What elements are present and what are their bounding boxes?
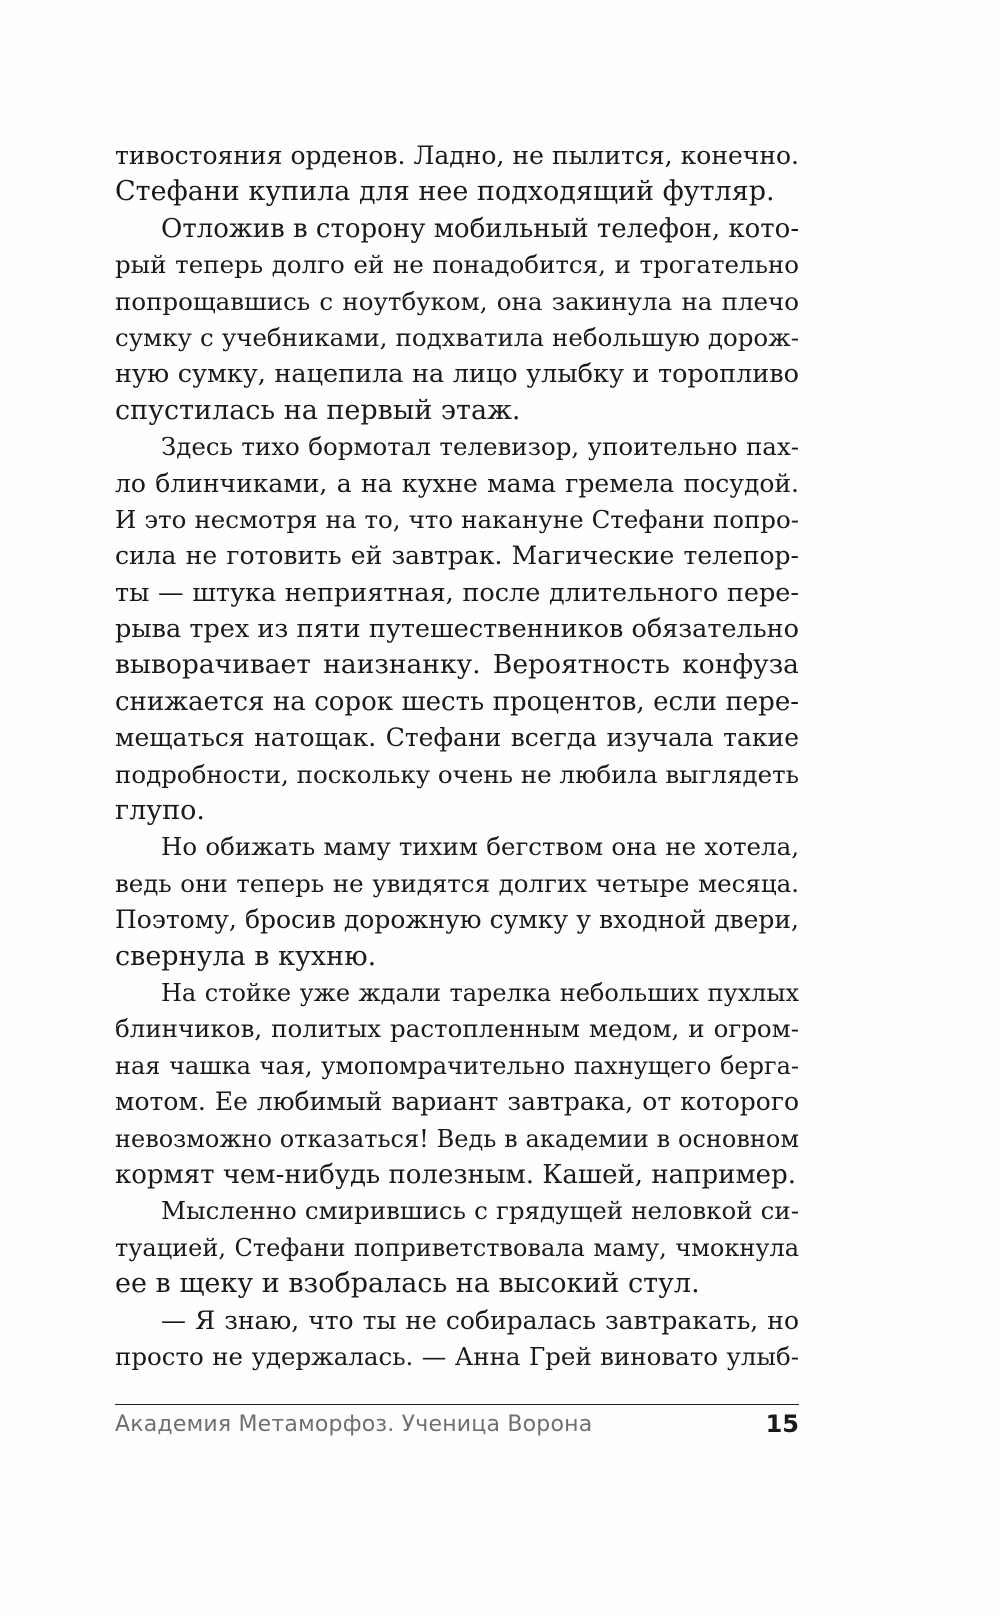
body-text bbox=[115, 138, 799, 1375]
text-line: глупо. bbox=[115, 795, 206, 827]
text-line: ную сумку, нацепила на лицо улыбку и торопливо bbox=[115, 359, 799, 390]
text-line: блинчиков, политых растопленным медом, и огром- bbox=[115, 1014, 799, 1044]
text-line: свернула в кухню. bbox=[115, 940, 377, 972]
text-line: подробности, поскольку очень не любила выглядеть bbox=[115, 759, 799, 789]
text-line: Поэтому, бросив дорожную сумку у входной двери, bbox=[115, 905, 799, 935]
text-line: рый теперь долго ей не понадобится, и трогательно bbox=[115, 250, 799, 280]
text-line: — Я знаю, что ты не собиралась завтракать, но bbox=[161, 1305, 799, 1335]
text-line: ная чашка чая, умопомрачительно пахнущего берга- bbox=[115, 1051, 799, 1080]
text-line: невозможно отказаться! Ведь в академии в основном bbox=[115, 1124, 799, 1153]
page-number: 15 bbox=[765, 1410, 799, 1438]
text-line: мотом. Ее любимый вариант завтрака, от которого bbox=[115, 1087, 799, 1117]
text-line: Стефани купила для нее подходящий футляр. bbox=[115, 176, 775, 208]
text-line: И это несмотря на то, что накануне Стефани попро- bbox=[115, 504, 799, 534]
text-line: Мысленно смирившись с грядущей неловкой си- bbox=[161, 1196, 799, 1226]
running-footer-title: Академия Метаморфоз. Ученица Ворона bbox=[115, 1412, 593, 1437]
text-line: просто не удержалась. — Анна Грей виновато улыб- bbox=[115, 1341, 799, 1371]
text-line: Здесь тихо бормотал телевизор, упоительно пах- bbox=[161, 432, 799, 462]
text-line: тивостояния орденов. Ладно, не пылится, конечно. bbox=[115, 141, 799, 170]
text-line: Но обижать маму тихим бегством она не хотела, bbox=[161, 832, 799, 862]
text-line: выворачивает наизнанку. Вероятность конфуза bbox=[115, 649, 799, 681]
text-line: сумку с учебниками, подхватила небольшую дорож- bbox=[115, 322, 799, 352]
text-line: На стойке уже ждали тарелка небольших пухлых bbox=[161, 978, 799, 1007]
text-line: Отложив в сторону мобильный телефон, кото- bbox=[161, 213, 800, 244]
text-line: рыва трех из пяти путешественников обязательно bbox=[115, 614, 799, 645]
footer-rule bbox=[115, 1404, 799, 1405]
text-line: мещаться натощак. Стефани всегда изучала такие bbox=[115, 723, 799, 753]
text-line: снижается на сорок шесть процентов, если пере- bbox=[115, 686, 799, 717]
text-line: спустилась на первый этаж. bbox=[115, 394, 521, 426]
text-line: попрощавшись с ноутбуком, она закинула на плечо bbox=[115, 286, 799, 316]
text-line: ее в щеку и взобралась на высокий стул. bbox=[115, 1268, 700, 1300]
text-line: сила не готовить ей завтрак. Магические телепор- bbox=[115, 541, 799, 571]
text-line: ты — штука неприятная, после длительного пере- bbox=[115, 577, 799, 608]
text-line: ло блинчиками, а на кухне мама гремела посудой. bbox=[115, 468, 799, 498]
text-line: кормят чем-нибудь полезным. Кашей, например. bbox=[115, 1159, 796, 1190]
text-line: туацией, Стефани поприветствовала маму, чмокнула bbox=[115, 1233, 799, 1262]
text-line: ведь они теперь не увидятся долгих четыре месяца. bbox=[115, 868, 799, 898]
